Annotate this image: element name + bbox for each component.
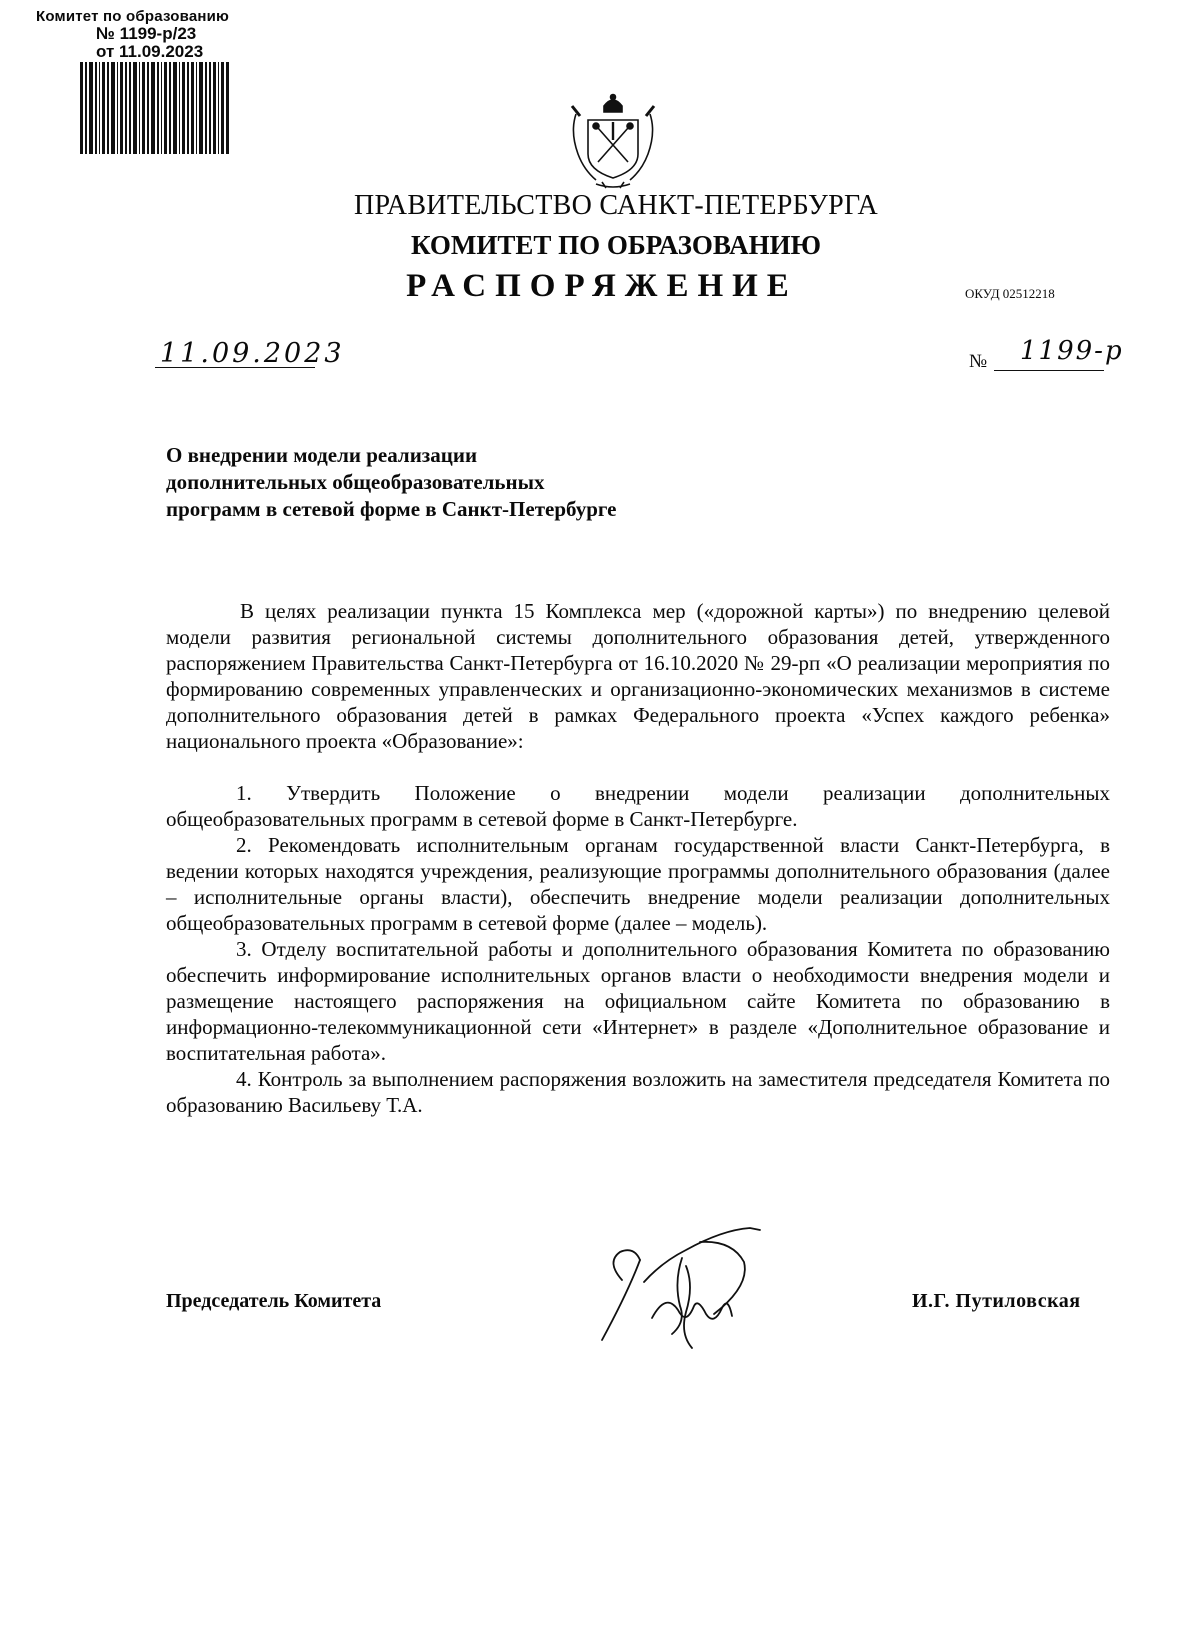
subject-line: О внедрении модели реализации [166, 443, 478, 467]
date-underline [155, 367, 315, 368]
stamp-number: № 1199-р/23 [96, 24, 197, 43]
subject-line: программ в сетевой форме в Санкт-Петербурге [166, 497, 617, 521]
handwritten-signature [582, 1222, 802, 1352]
signatory-position: Председатель Комитета [166, 1290, 382, 1312]
stamp-date: от 11.09.2023 [96, 42, 204, 61]
document-body [166, 598, 1110, 1118]
handwritten-date: 11.09.2023 [160, 338, 345, 369]
order-item-2: 2. Рекомендовать исполнительным органам государственной власти Санкт-Петербурга, в ведении которых находятся учреждения, реализующие программы дополнительного образования (далее – исполнительные органы власти), обеспечить внедрение модели реализации дополнительных общеобразовательных программ в сетевой форме (далее – модель). [166, 833, 1110, 935]
number-underline [994, 370, 1104, 371]
document-subject [166, 442, 617, 523]
okud-code: ОКУД 02512218 [965, 286, 1055, 301]
order-item-3: 3. Отделу воспитательной работы и дополнительного образования Комитета по образованию обеспечить информирование исполнительных органов власти о необходимости внедрения модели и размещение настоящего распоряжения на официальном сайте Комитета по образованию в информационно-телекоммуникационной сети «Интернет» в разделе «Дополнительное образование и воспитательная работа». [166, 937, 1110, 1065]
document-type-title: РАСПОРЯЖЕНИЕ [406, 268, 798, 304]
barcode [80, 62, 230, 154]
number-label: № [969, 351, 988, 372]
order-item-4: 4. Контроль за выполнением распоряжения возложить на заместителя председателя Комитета по образованию Васильеву Т.А. [166, 1067, 1110, 1117]
coat-of-arms-emblem [566, 92, 660, 192]
registration-stamp [36, 8, 316, 61]
stamp-organization: Комитет по образованию [36, 8, 230, 25]
handwritten-number: 1199-р [1020, 336, 1124, 366]
signatory-name: И.Г. Путиловская [912, 1290, 1081, 1312]
preamble-paragraph: В целях реализации пункта 15 Комплекса мер («дорожной карты») по внедрению целевой модели развития региональной системы дополнительного образования детей, утвержденного распоряжением Правительства Санкт-Петербурга от 16.10.2020 № 29-рп «О реализации мероприятия по формированию современных управленческих и организационно-экономических механизмов в системе дополнительного образования детей в рамках Федерального проекта «Успех каждого ребенка» национального проекта «Образование»: [166, 599, 1110, 753]
subject-line: дополнительных общеобразовательных [166, 470, 545, 494]
order-item-1: 1. Утвердить Положение о внедрении модели реализации дополнительных общеобразовательных программ в сетевой форме в Санкт-Петербурге. [166, 781, 1110, 831]
committee-title: КОМИТЕТ ПО ОБРАЗОВАНИЮ [410, 230, 822, 260]
government-title: ПРАВИТЕЛЬСТВО САНКТ-ПЕТЕРБУРГА [354, 190, 878, 221]
